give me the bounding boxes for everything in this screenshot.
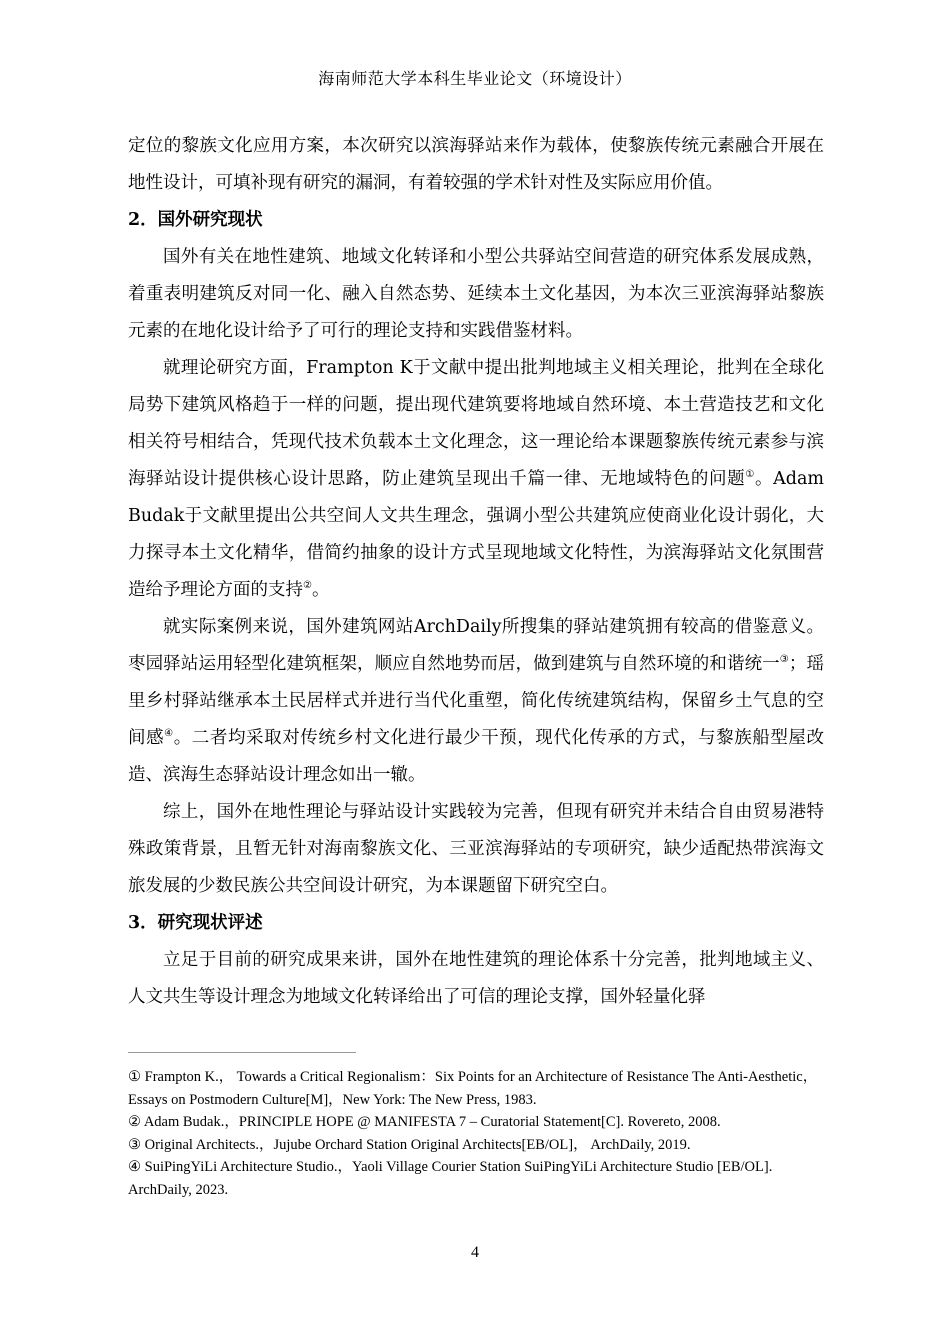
paragraph-summary: 综上，国外在地性理论与驿站设计实践较为完善，但现有研究并未结合自由贸易港特殊政策背景，且暂无针对海南黎族文化、三亚滨海驿站的专项研究，缺少适配热带滨海文旅发展的少数民族公共空间设计研究，为本课题留下研究空白。 bbox=[128, 802, 824, 896]
footnote-ref-2[interactable]: ② bbox=[303, 580, 312, 592]
footnote-ref-3[interactable]: ③ bbox=[779, 654, 789, 666]
footnote-4: ④ SuiPingYiLi Architecture Studio.，Yaoli Village Courier Station SuiPingYiLi Architecture Studio [EB/OL]. ArchDaily, 2023. bbox=[128, 1159, 773, 1198]
footnote-2: ② Adam Budak.，PRINCIPLE HOPE @ MANIFESTA 7 – Curatorial Statement[C]. Rovereto, 2008. bbox=[128, 1114, 721, 1130]
footnotes bbox=[128, 1066, 828, 1201]
page-number: 4 bbox=[471, 1244, 479, 1261]
footnote-divider bbox=[128, 1052, 356, 1053]
running-header: 海南师范大学本科生毕业论文（环境设计） bbox=[318, 69, 632, 88]
paragraph-cases bbox=[128, 609, 824, 794]
section-heading-review: 3．研究现状评述 bbox=[128, 913, 263, 933]
section-heading-foreign-research: 2．国外研究现状 bbox=[128, 210, 263, 230]
paragraph-overview: 国外有关在地性建筑、地域文化转译和小型公共驿站空间营造的研究体系发展成熟，着重表明建筑反对同一化、融入自然态势、延续本土文化基因，为本次三亚滨海驿站黎族元素的在地化设计给予了可行的理论支持和实践借鉴材料。 bbox=[128, 247, 824, 341]
cases-text-a: 就实际案例来说，国外建筑网站ArchDaily所搜集的驿站建筑拥有较高的借鉴意义。枣园驿站运用轻型化建筑框架，顺应自然地势而居，做到建筑与自然环境的和谐统一 bbox=[128, 617, 824, 674]
cases-text-b: ；瑶里乡村驿站继承本土民居样式并进行当代化重塑，简化传统建筑结构，保留乡土气息的空间感 bbox=[128, 654, 825, 748]
cases-text-c: 。二者均采取对传统乡村文化进行最少干预，现代化传承的方式，与黎族船型屋改造、滨海生态驿站设计理念如出一辙。 bbox=[128, 728, 825, 785]
theory-text-a: 就理论研究方面，Frampton K于文献中提出批判地域主义相关理论，批判在全球化局势下建筑风格趋于一样的问题，提出现代建筑要将地域自然环境、本土营造技艺和文化相关符号相结合，凭现代技术负载本土文化理念，这一理论给本课题黎族传统元素参与滨海驿站设计提供核心设计思路，防止建筑呈现出千篇一律、无地域特色的问题 bbox=[128, 358, 824, 489]
theory-text-b: 。Adam Budak于文献里提出公共空间人文共生理念，强调小型公共建筑应使商业化设计弱化，大力探寻本土文化精华，借简约抽象的设计方式呈现地域文化特性，为滨海驿站文化氛围营造给予理论方面的支持 bbox=[128, 469, 824, 600]
theory-text-c: 。 bbox=[311, 580, 330, 600]
paragraph-continued: 定位的黎族文化应用方案，本次研究以滨海驿站来作为载体，使黎族传统元素融合开展在地性设计，可填补现有研究的漏洞，有着较强的学术针对性及实际应用价值。 bbox=[128, 136, 824, 193]
footnote-3: ③ Original Architects.，Jujube Orchard Station Original Architects[EB/OL]， ArchDaily, 2019. bbox=[128, 1136, 691, 1153]
footnote-ref-1[interactable]: ① bbox=[745, 469, 755, 481]
footnote-1: ① Frampton K.， Towards a Critical Regionalism：Six Points for an Architecture of Resistance The Anti-Aesthetic， Essays on Postmodern Culture[M]，New York: The New Press, 1983. bbox=[128, 1069, 818, 1108]
footnote-ref-4[interactable]: ④ bbox=[164, 728, 174, 740]
paragraph-theory bbox=[128, 350, 824, 609]
paragraph-review: 立足于目前的研究成果来讲，国外在地性建筑的理论体系十分完善，批判地域主义、人文共生等设计理念为地域文化转译给出了可信的理论支撑，国外轻量化驿 bbox=[128, 950, 824, 1007]
body-text bbox=[128, 128, 824, 1016]
